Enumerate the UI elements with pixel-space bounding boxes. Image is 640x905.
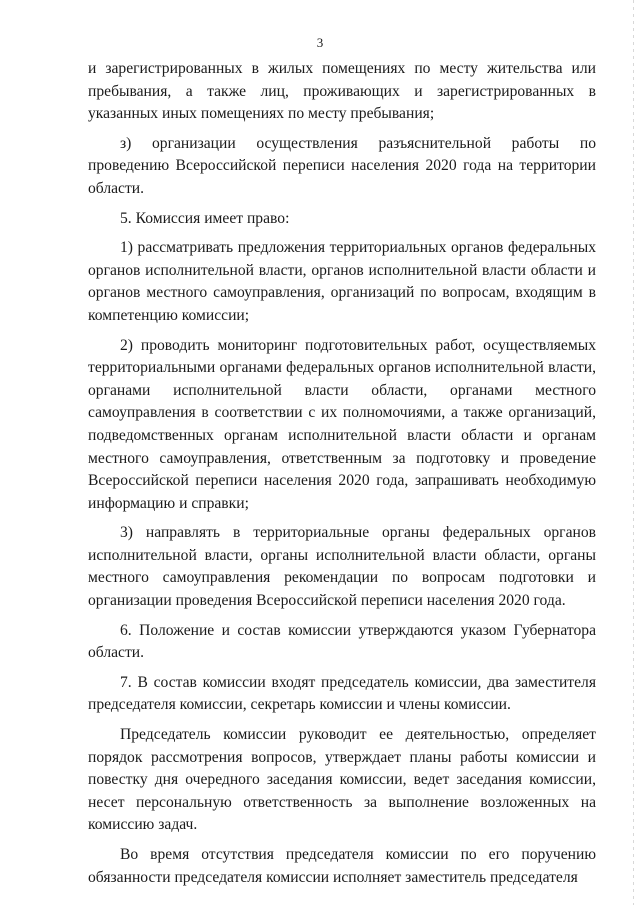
scan-edge (633, 0, 634, 905)
paragraph: Председатель комиссии руководит ее деятельностью, определяет порядок рассмотрения вопросов, утверждает планы работы комиссии и повестку дня очередного заседания комиссии, ведет заседания комиссии, несет персональную ответственность за выполнение возложенных на комиссию задач. (88, 726, 596, 834)
paragraph: Во время отсутствия председателя комиссии по его поручению обязанности председателя комиссии исполняет заместитель председателя (88, 846, 596, 886)
paragraph: з) организации осуществления разъяснительной работы по проведению Всероссийской переписи населения 2020 года на территории области. (88, 134, 596, 197)
paragraph: 2) проводить мониторинг подготовительных работ, осуществляемых территориальными органами федеральных органов исполнительной власти, органами исполнительной власти области, органами местного самоуправления в соответствии с их полномочиями, а также организаций, подведомственных органам исполнительной власти области и органам местного самоуправления, ответственным за подготовку и проведение Всероссийской переписи населения 2020 года, запрашивать необходимую информацию и справки; (88, 336, 596, 512)
paragraph: 5. Комиссия имеет право: (120, 209, 290, 227)
paragraph: 3) направлять в территориальные органы федеральных органов исполнительной власти, органы исполнительной власти области, органы местного самоуправления рекомендации по вопросам подготовки и организации проведения Всероссийской переписи населения 2020 года. (88, 524, 596, 610)
paragraph: 1) рассматривать предложения территориальных органов федеральных органов исполнительной власти, органов исполнительной власти области и органов местного самоуправления, организаций по вопросам, входящим в компетенцию комиссии; (88, 239, 596, 324)
paragraph: и зарегистрированных в жилых помещениях по месту жительства или пребывания, а также лиц, проживающих и зарегистрированных в указанных иных помещениях по месту пребывания; (88, 60, 596, 123)
paragraph: 6. Положение и состав комиссии утверждаются указом Губернатора области. (88, 621, 596, 662)
document-body (88, 58, 596, 889)
paragraph: 7. В состав комиссии входят председатель комиссии, два заместителя председателя комиссии, секретарь комиссии и члены комиссии. (88, 673, 596, 714)
page-number: 3 (316, 35, 324, 50)
